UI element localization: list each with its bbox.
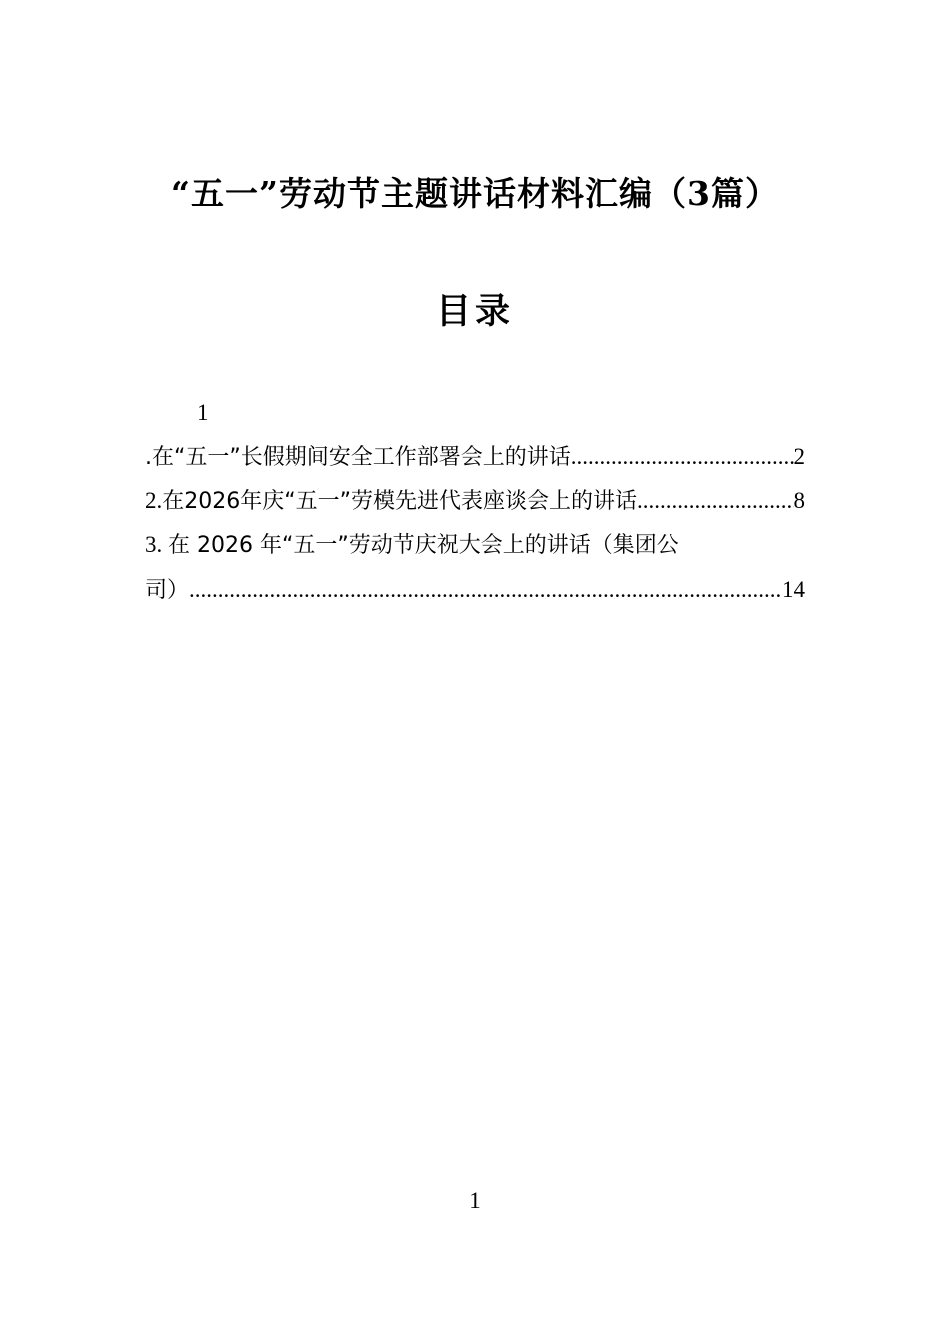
- toc-heading: 目录: [435, 291, 514, 332]
- toc-entry-text: 在2026年庆“五一”劳模先进代表座谈会上的讲话: [162, 489, 638, 514]
- document-title: “五一”劳动节主题讲话材料汇编（3篇）: [171, 174, 779, 213]
- dot-leader: [571, 439, 794, 475]
- toc-entry-number: 3.: [145, 532, 163, 557]
- toc-entry-text-continued: 司）: [145, 578, 190, 603]
- dot-leader: [637, 483, 793, 519]
- toc-entry-3[interactable]: [145, 527, 805, 563]
- footer-page-number: 1: [469, 1188, 481, 1213]
- dot-leader: [189, 572, 782, 608]
- toc-entry-number: 1: [197, 400, 209, 425]
- toc-entry-1[interactable]: [145, 439, 805, 475]
- toc-entry-text: .在“五一”长假期间安全工作部署会上的讲话: [145, 445, 571, 470]
- toc-entry-page: 14: [782, 577, 805, 602]
- toc-entry-page: 2: [793, 444, 805, 469]
- toc-entry-1-number-line[interactable]: [145, 395, 805, 431]
- toc-entry-3-continuation[interactable]: [145, 572, 805, 608]
- toc-entry-page: 8: [793, 488, 805, 513]
- toc-entry-number: 2.: [145, 488, 163, 513]
- toc-entry-text: 在 2026 年“五一”劳动节庆祝大会上的讲话（集团公: [168, 533, 679, 558]
- toc-entry-2[interactable]: [145, 483, 805, 519]
